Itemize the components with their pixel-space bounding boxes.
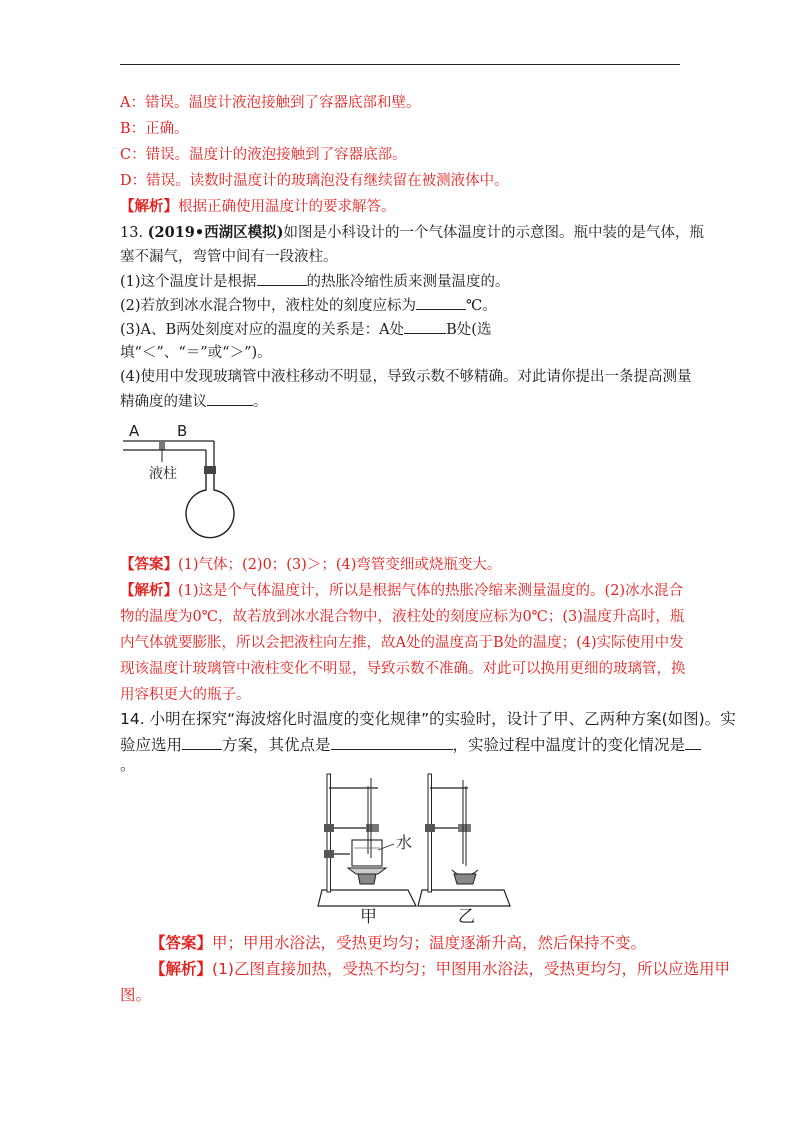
analysis-text: 根据正确使用温度计的要求解答。 (178, 199, 396, 215)
part-text: (2)若放到冰水混合物中，液柱处的刻度应标为 (120, 298, 417, 314)
alcohol-lamp (358, 874, 376, 884)
heating-setups-figure (318, 770, 518, 927)
stopper (204, 466, 216, 474)
option-a-explanation: A：错误。温度计液泡接触到了容器底部和壁。 (120, 95, 421, 111)
answer-tag: 【答案】 (150, 934, 213, 952)
part-text: (3)A、B两处刻度对应的温度的关系是：A处 (120, 322, 405, 338)
q13-stem-continued: 塞不漏气，弯管中间有一段液柱。 (120, 249, 338, 265)
q12-analysis (120, 197, 396, 217)
stem-text: 验应选用 (120, 736, 183, 754)
answer-blank[interactable] (404, 319, 446, 334)
q13-analysis (120, 581, 683, 601)
liquid-column (159, 442, 165, 450)
q13-analysis-line2: 物的温度为0℃，故若放到冰水混合物中，液柱处的刻度应标为0℃；(3)温度升高时，瓶 (120, 609, 685, 625)
answer-text: (1)气体；(2)0；(3)＞；(4)弯管变细或烧瓶变大。 (178, 557, 502, 573)
clamp-boss (425, 824, 435, 832)
q13-answer (120, 555, 501, 575)
analysis-tag: 【解析】 (120, 582, 178, 599)
q13-part2 (120, 295, 497, 316)
flask (186, 474, 234, 538)
part-text: ℃。 (466, 298, 497, 314)
part-text: 。 (253, 394, 268, 410)
analysis-text: (1)这是个气体温度计，所以是根据气体的热胀冷缩来测量温度的。(2)冰水混合 (178, 583, 684, 599)
answer-text: 甲；甲用水浴法，受热更均匀；温度逐渐升高，然后保持不变。 (212, 934, 647, 952)
q14-stem-end: 。 (120, 756, 136, 774)
setup-yi (418, 774, 510, 927)
answer-blank[interactable] (207, 391, 253, 406)
option-c-explanation: C：错误。温度计的液泡接触到了容器底部。 (120, 147, 407, 163)
q14-stem: 14. 小明在探究“海波熔化时温度的变化规律”的实验时，设计了甲、乙两种方案(如图)。实 (120, 710, 736, 728)
label-jia: 甲 (360, 907, 377, 927)
question-number: 13. (120, 225, 144, 241)
clamp-boss (324, 824, 334, 832)
analysis-text: (1)乙图直接加热，受热不均匀；甲图用水浴法，受热更均匀，所以应选用甲 (212, 960, 730, 978)
q13-analysis-line3: 内气体就要膨胀，所以会把液柱向左推，故A处的温度高于B处的温度；(4)实际使用中发 (120, 635, 684, 651)
option-d-explanation: D：错误。读数时温度计的玻璃泡没有继续留在被测液体中。 (120, 173, 509, 189)
q13-part3-continued: 填“＜”、“＝”或“＞”)。 (120, 345, 272, 361)
part-text: 精确度的建议 (120, 394, 207, 410)
gas-thermometer-figure (115, 418, 255, 550)
q13-part1 (120, 271, 510, 292)
part-text: B处(选 (446, 322, 492, 338)
stem-text: 如图是小科设计的一个气体温度计的示意图。瓶中装的是气体，瓶 (283, 225, 705, 241)
question-source: (2019•西湖区模拟) (147, 224, 284, 241)
q14-stem-continued (120, 735, 701, 755)
header-rule (120, 64, 680, 65)
water-pointer (378, 844, 394, 850)
label-yi: 乙 (458, 907, 475, 927)
gauze (348, 868, 386, 874)
label-liquid-column: 液柱 (149, 466, 177, 482)
q14-answer (150, 933, 646, 953)
clamp-boss (324, 850, 334, 858)
base-plate (318, 890, 416, 906)
q13-part4-continued (120, 391, 268, 412)
alcohol-lamp (454, 874, 476, 884)
setup-jia (318, 774, 416, 927)
beaker (352, 840, 382, 866)
analysis-tag: 【解析】 (120, 198, 178, 215)
part-text: 的热胀冷缩性质来测量温度的。 (306, 274, 510, 290)
answer-blank[interactable] (257, 271, 307, 286)
q13-analysis-line5: 用容积更大的瓶子。 (120, 687, 251, 703)
clamp-head (458, 824, 471, 832)
answer-blank[interactable] (182, 735, 222, 750)
answer-tag: 【答案】 (120, 556, 178, 573)
label-water: 水 (396, 833, 413, 852)
answer-blank[interactable] (685, 735, 701, 750)
option-b-explanation: B：正确。 (120, 121, 189, 137)
stand-rod (327, 774, 331, 892)
q14-analysis (150, 959, 730, 979)
stem-text: 方案，其优点是 (222, 736, 331, 754)
answer-blank[interactable] (331, 735, 453, 750)
q13-part3 (120, 319, 491, 340)
label-a: A (129, 422, 140, 440)
part-text: (1)这个温度计是根据 (120, 274, 257, 290)
stand-rod (428, 774, 432, 892)
answer-blank[interactable] (416, 295, 466, 310)
analysis-tag: 【解析】 (150, 960, 213, 978)
q13-analysis-line4: 现该温度计玻璃管中液柱变化不明显，导致示数不准确。对此可以换用更细的玻璃管，换 (120, 661, 686, 677)
stem-text: ，实验过程中温度计的变化情况是 (452, 736, 686, 754)
q14-analysis-line2: 图。 (120, 986, 152, 1004)
q13-part4: (4)使用中发现玻璃管中液柱移动不明显，导致示数不够精确。对此请你提出一条提高测量 (120, 369, 692, 385)
label-b: B (177, 422, 188, 440)
q13-stem (120, 223, 704, 243)
